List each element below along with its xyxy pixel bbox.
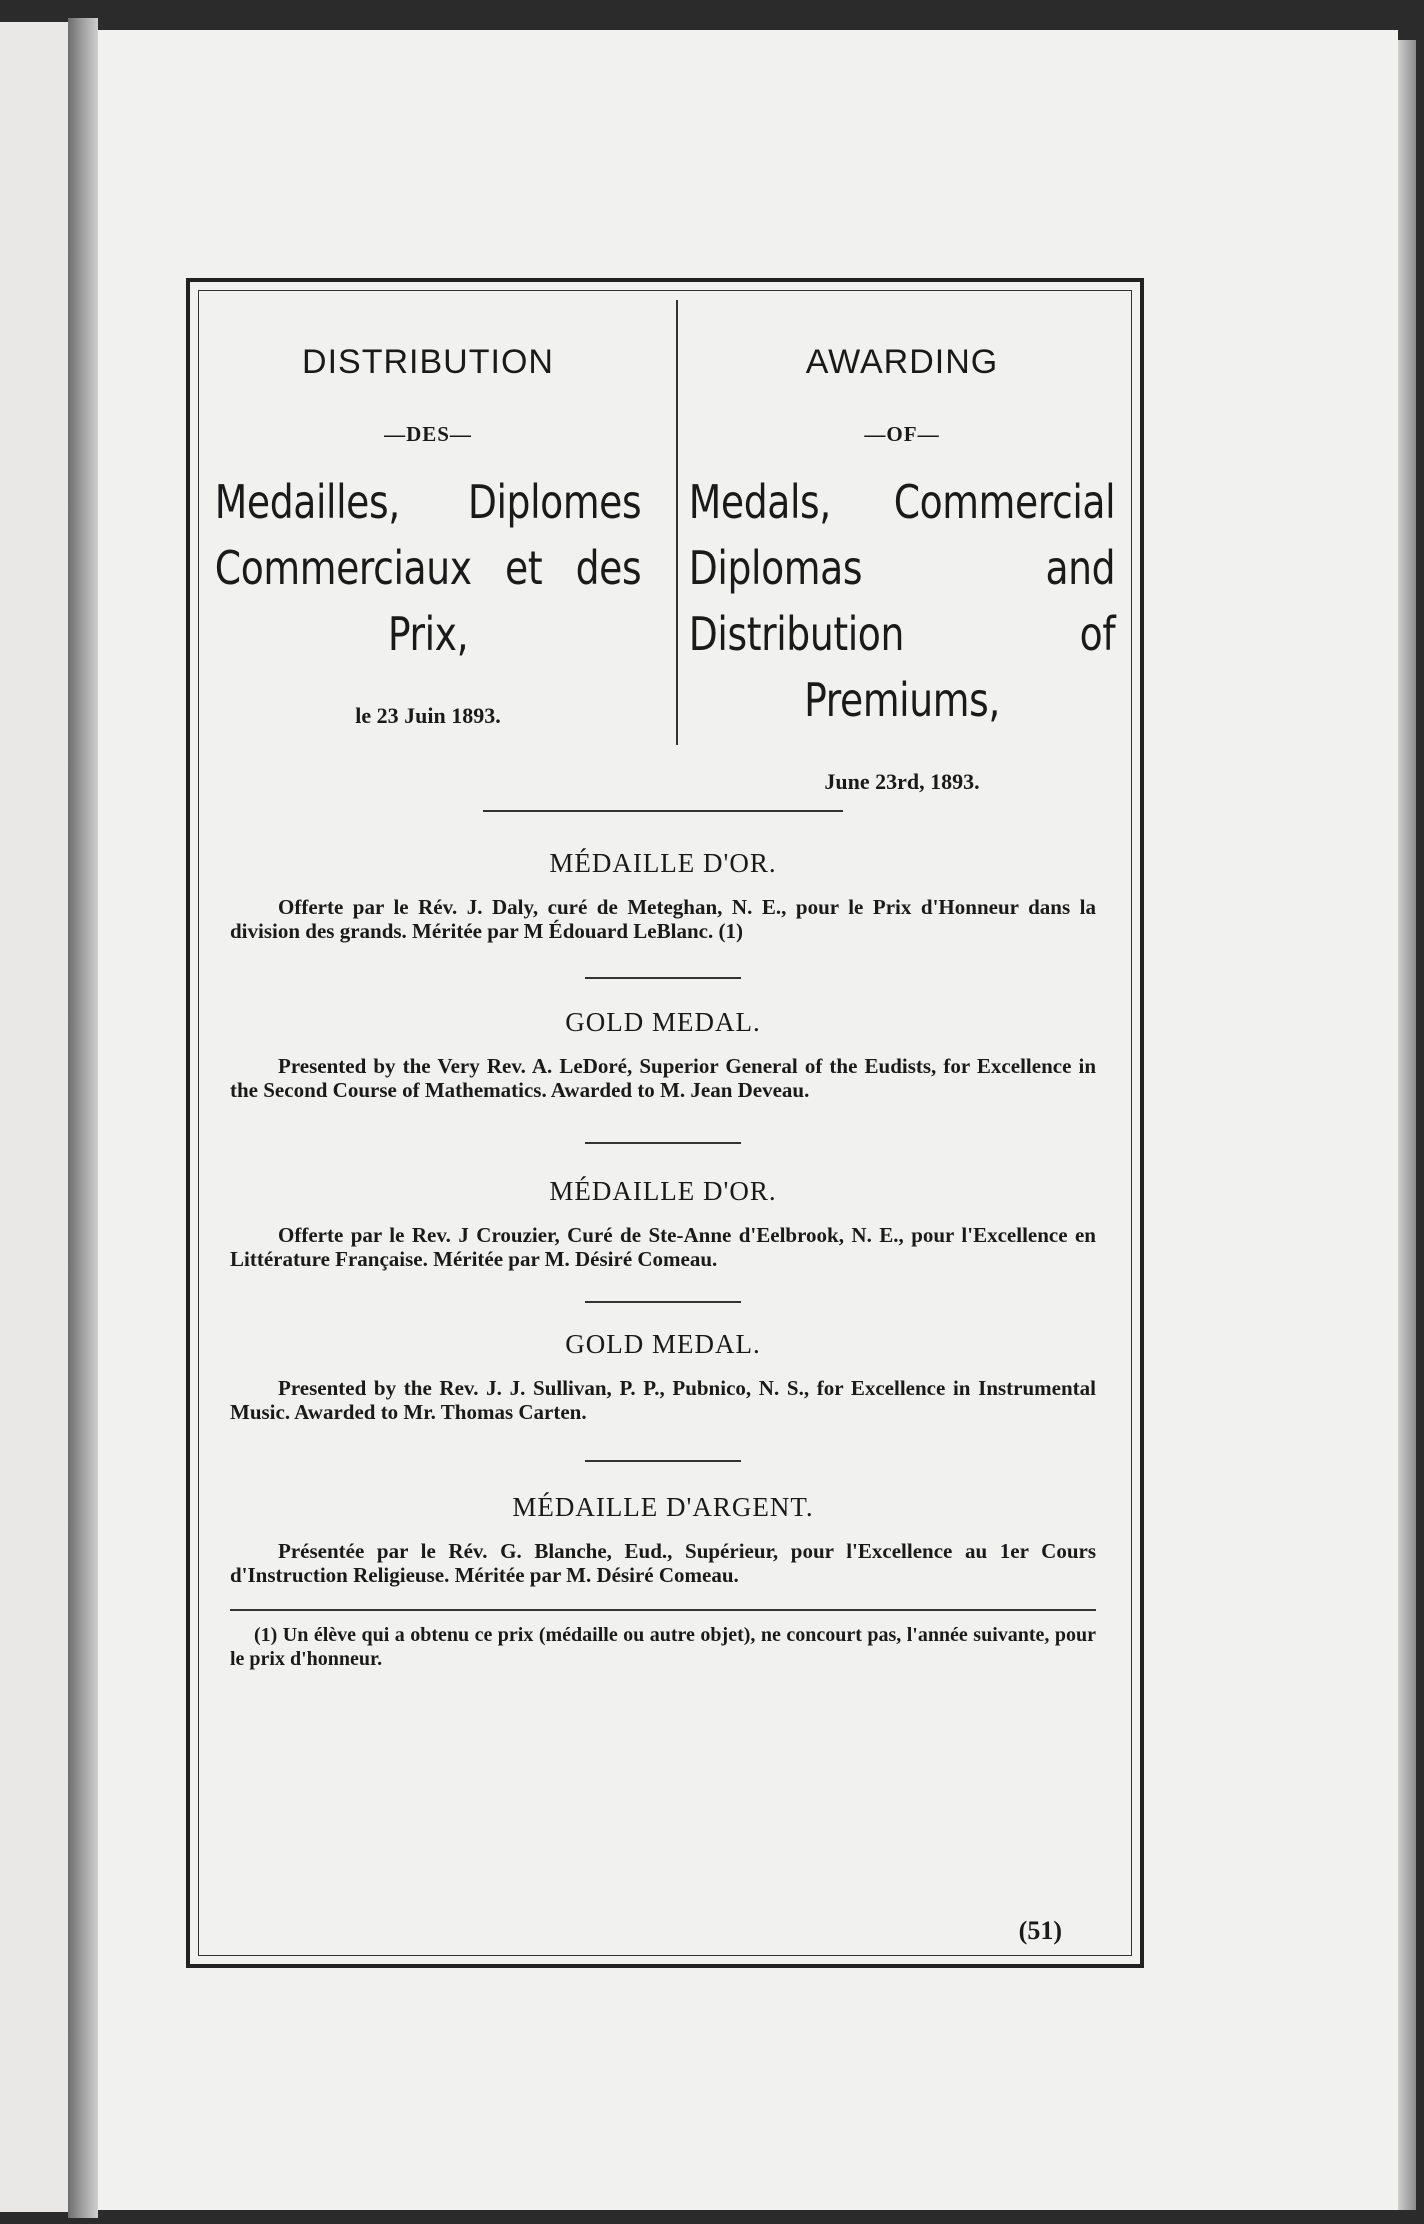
section-title: MÉDAILLE D'OR.	[549, 1176, 777, 1206]
french-main-title: Medailles, Diplomes Commerciaux et des Prix,	[214, 475, 642, 661]
french-connector: —DES—	[384, 422, 472, 446]
section-rule	[585, 1460, 741, 1462]
page-edge-shadow	[1398, 40, 1416, 2210]
section-text: Offerte par le Rev. J Crouzier, Curé de Ste-Anne d'Eelbrook, N. E., pour l'Excellence en Littérature Française. Méritée par M. Désiré Comeau.	[230, 1223, 1096, 1271]
english-main-title: Medals, Commercial Diplomas and Distribution of Premiums,	[688, 475, 1116, 727]
section-text: Presented by the Very Rev. A. LeDoré, Superior General of the Eudists, for Excellence in the Second Course of Mathematics. Awarded to M. Jean Deveau.	[230, 1054, 1096, 1102]
awards-list	[230, 810, 1096, 1671]
french-heading	[208, 337, 648, 729]
section-text: Présentée par le Rév. G. Blanche, Eud., Supérieur, pour l'Excellence au 1er Cours d'Instruction Religieuse. Méritée par M. Désiré Comeau.	[230, 1539, 1096, 1587]
section-title: MÉDAILLE D'OR.	[549, 848, 777, 878]
french-date: le 23 Juin 1893.	[355, 703, 501, 728]
english-heading	[682, 337, 1122, 795]
section-title: MÉDAILLE D'ARGENT.	[512, 1492, 814, 1522]
bordered-frame	[186, 278, 1144, 1968]
footnote: (1) Un élève qui a obtenu ce prix (médaille ou autre objet), ne concourt pas, l'année suivante, pour le prix d'honneur.	[230, 1624, 1096, 1670]
english-title: AWARDING	[805, 343, 999, 381]
page-number: (51)	[1018, 1916, 1062, 1945]
section-text: Offerte par le Rév. J. Daly, curé de Meteghan, N. E., pour le Prix d'Honneur dans la division des grands. Méritée par M Édouard LeBlanc. (1)	[230, 895, 1096, 943]
french-title: DISTRIBUTION	[302, 343, 554, 381]
section-rule	[585, 1142, 741, 1144]
english-date: June 23rd, 1893.	[824, 769, 980, 794]
section-title: GOLD MEDAL.	[565, 1007, 761, 1037]
book-gutter	[68, 18, 98, 2218]
section-rule	[585, 977, 741, 979]
section-title: GOLD MEDAL.	[565, 1329, 761, 1359]
facing-page-edge	[0, 22, 68, 2212]
column-divider	[676, 300, 678, 745]
section-text: Presented by the Rev. J. J. Sullivan, P. P., Pubnico, N. S., for Excellence in Instrumental Music. Awarded to Mr. Thomas Carten.	[230, 1376, 1096, 1424]
section-rule	[585, 1301, 741, 1303]
footnote-rule	[230, 1609, 1096, 1611]
section-rule	[483, 810, 843, 812]
english-connector: —OF—	[864, 422, 940, 446]
